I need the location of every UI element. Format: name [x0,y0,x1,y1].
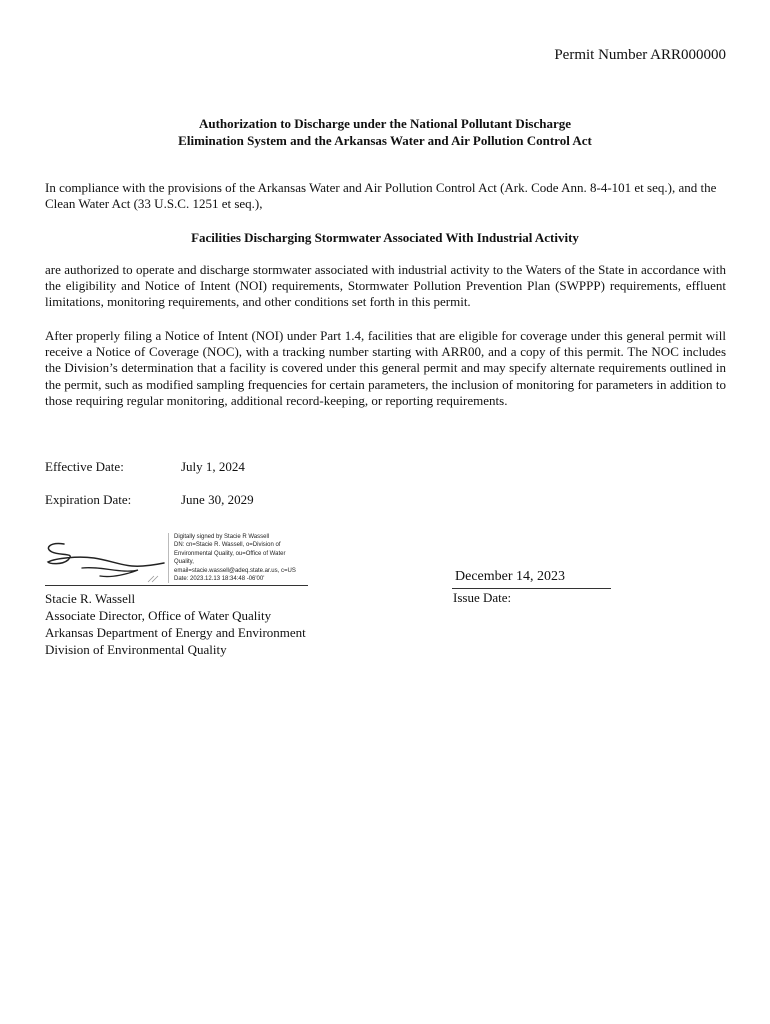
effective-date-value: July 1, 2024 [181,459,245,474]
permit-number: Permit Number ARR000000 [554,47,726,63]
signature-line [45,585,308,586]
digital-signature-line: email=stacie.wassell@adeq.state.ar.us, c=US [174,567,296,574]
effective-date-label: Effective Date: [45,459,124,474]
digital-signature-line: DN: cn=Stacie R. Wassell, o=Division of [174,542,281,549]
expiration-date-label: Expiration Date: [45,492,132,507]
digital-signature-line: Quality, [174,559,194,566]
signer-block [45,590,306,658]
digital-signature-block [168,533,314,583]
document-title [45,115,725,149]
signer-name: Stacie R. Wassell [45,591,136,606]
issue-date-line [452,588,611,589]
handwritten-signature [42,538,167,583]
signer-title: Associate Director, Office of Water Quality [45,608,272,623]
digital-signature-line: Date: 2023.12.13 18:34:48 -06'00' [174,576,265,583]
signer-department: Arkansas Department of Energy and Environment [45,625,306,640]
digital-signature-line: Digitally signed by Stacie R Wassell [174,534,270,540]
digital-signature-line: Environmental Quality, ou=Office of Water [174,550,286,557]
title-line-2: Elimination System and the Arkansas Water and Air Pollution Control Act [178,133,592,148]
authorization-paragraph: are authorized to operate and discharge stormwater associated with industrial activity to the Waters of the State in accordance with the eligibility and Notice of Intent (NOI) requirements, Stormwater Pollution Prevention Plan (SWPPP) requirements, effluent limitations, monitoring requirements, and other conditions set forth in this permit. [45,262,726,310]
compliance-paragraph: In compliance with the provisions of the Arkansas Water and Air Pollution Control Act (Ark. Code Ann. 8-4-101 et seq.), and the Clean Water Act (33 U.S.C. 1251 et seq.), [45,180,717,212]
noi-paragraph: After properly filing a Notice of Intent (NOI) under Part 1.4, facilities that are eligible for coverage under this general permit will receive a Notice of Coverage (NOC), with a tracking number starting with ARR00, and a copy of this permit. The NOC includes the Division’s determination that a facility is covered under this general permit and may specify alternate requirements outlined in the permit, such as modified sampling frequencies for certain parameters, the inclusion of monitoring for parameters in addition to those requiring regular monitoring, additional record-keeping, or reporting requirements. [45,328,726,408]
facilities-heading: Facilities Discharging Stormwater Associated With Industrial Activity [191,230,579,245]
issue-date-value: December 14, 2023 [455,569,566,584]
signer-division: Division of Environmental Quality [45,642,227,657]
title-line-1: Authorization to Discharge under the National Pollutant Discharge [198,116,572,131]
expiration-date-value: June 30, 2029 [181,492,254,507]
issue-date-label: Issue Date: [453,590,512,605]
